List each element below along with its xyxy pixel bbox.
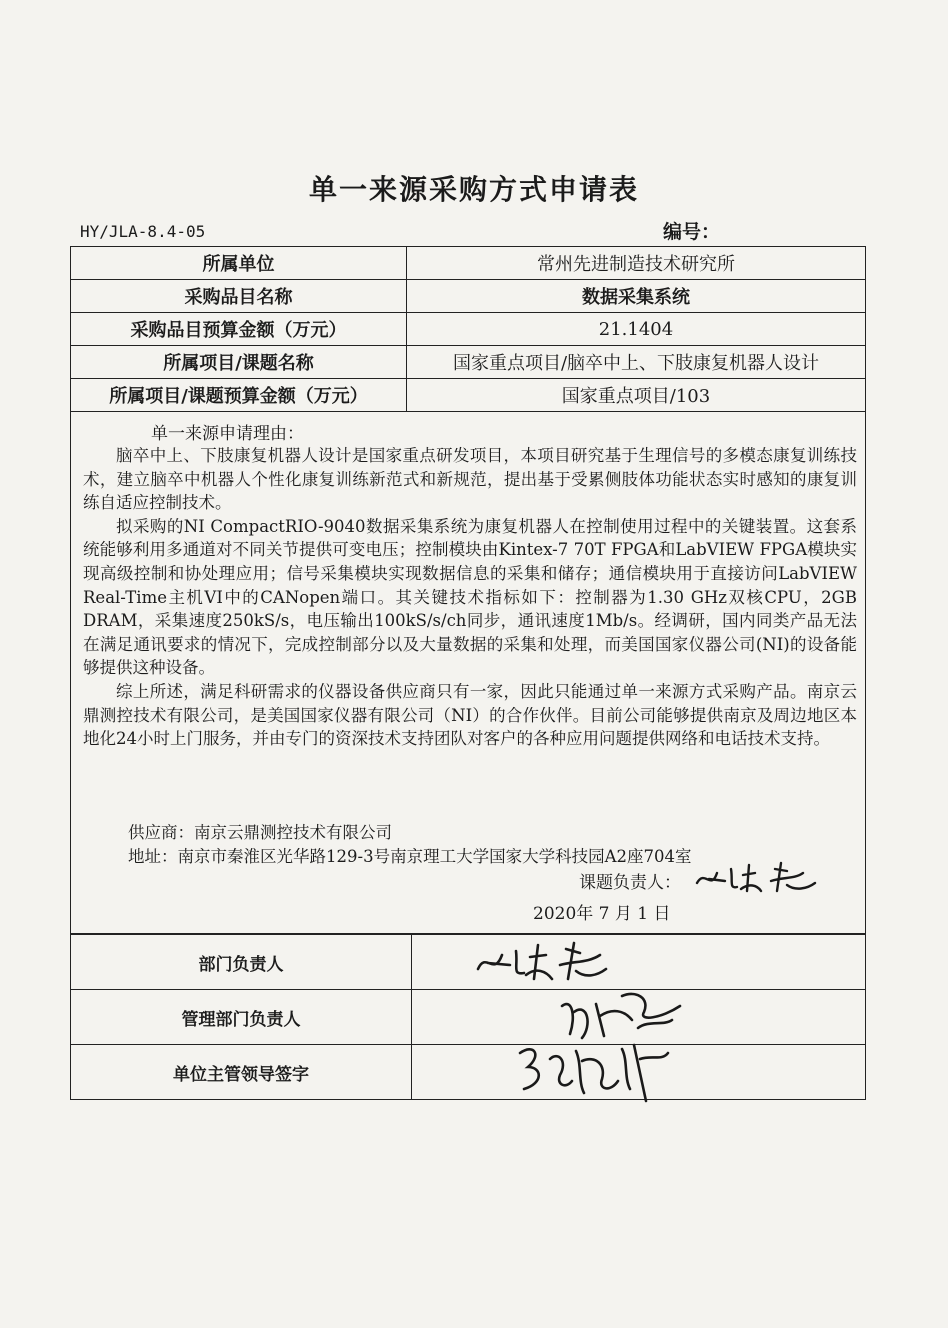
table-row <box>71 280 866 313</box>
project-name-label: 所属项目/课题名称 <box>71 346 407 379</box>
table-row <box>71 313 866 346</box>
table-row <box>71 990 866 1045</box>
document-code: HY/JLA-8.4-05 <box>80 222 206 241</box>
item-name-value: 数据采集系统 <box>407 280 866 313</box>
table-row <box>71 379 866 412</box>
dept-head-label: 部门负责人 <box>71 935 412 990</box>
info-table <box>70 246 866 412</box>
reason-heading: 单一来源申请理由： <box>151 424 304 444</box>
item-budget-label: 采购品目预算金额（万元） <box>71 313 407 346</box>
unit-leader-label: 单位主管领导签字 <box>71 1045 412 1100</box>
project-budget-label: 所属项目/课题预算金额（万元） <box>71 379 407 412</box>
reason-paragraph: 拟采购的NI CompactRIO-9040数据采集系统为康复机器人在控制使用过程中的关键装置。这套系统能够利用多通道对不同关节提供可变电压；控制模块由Kintex-7 70T FPGA和LabVIEW FPGA模块实现高级控制和协处理应用；信号采集模块实现数据信息的采集和储存；通信模块用于直接访问LabVIEW Real-Time主机VI中的CANopen端口。其关键技术指标如下：控制器为1.30 GHz双核CPU，2GB DRAM，采集速度250kS/s，电压输出100kS/s/ch同步，通讯速度1Mb/s。经调研，国内同类产品无法在满足通讯要求的情况下，完成控制部分以及大量数据的采集和处理，而美国国家仪器公司(NI)的设备能够提供这种设备。 <box>83 516 857 678</box>
unit-leader-signature <box>510 1031 680 1111</box>
table-row <box>71 935 866 990</box>
reason-paragraph: 脑卒中上、下肢康复机器人设计是国家重点研发项目，本项目研究基于生理信号的多模态康复训练技术，建立脑卒中机器人个性化康复训练新范式和新规范，提出基于受累侧肢体功能状态实时感知的康复训练自适应控制技术。 <box>83 446 857 513</box>
unit-leader-signature-cell[interactable] <box>412 1045 866 1100</box>
serial-number-label: 编号： <box>663 221 721 243</box>
project-name-value: 国家重点项目/脑卒中上、下肢康复机器人设计 <box>407 346 866 379</box>
approval-table <box>70 934 866 1100</box>
item-name-label: 采购品目名称 <box>71 280 407 313</box>
item-budget-value: 21.1404 <box>407 313 866 346</box>
project-leader-signature <box>691 861 821 897</box>
form-title: 单一来源采购方式申请表 <box>308 173 639 206</box>
address-line: 地址：南京市秦淮区光华路129-3号南京理工大学国家大学科技园A2座704室 <box>128 847 692 866</box>
supplier-line: 供应商：南京云鼎测控技术有限公司 <box>128 823 392 842</box>
reason-body <box>83 444 857 751</box>
unit-label: 所属单位 <box>71 247 407 280</box>
unit-value: 常州先进制造技术研究所 <box>407 247 866 280</box>
table-row <box>71 1045 866 1100</box>
reason-paragraph: 综上所述，满足科研需求的仪器设备供应商只有一家，因此只能通过单一来源方式采购产品。南京云鼎测控技术有限公司，是美国国家仪器有限公司（NI）的合作伙伴。目前公司能够提供南京及周边地区本地化24小时上门服务，并由专门的资深技术支持团队对客户的各种应用问题提供网络和电话技术支持。 <box>83 681 857 749</box>
project-budget-value: 国家重点项目/103 <box>407 379 866 412</box>
reason-section <box>70 411 866 934</box>
table-row <box>71 346 866 379</box>
mgmt-head-label: 管理部门负责人 <box>71 990 412 1045</box>
table-row <box>71 247 866 280</box>
project-leader-label: 课题负责人： <box>579 873 681 893</box>
date-line: 2020年 7 月 1 日 <box>533 904 671 924</box>
